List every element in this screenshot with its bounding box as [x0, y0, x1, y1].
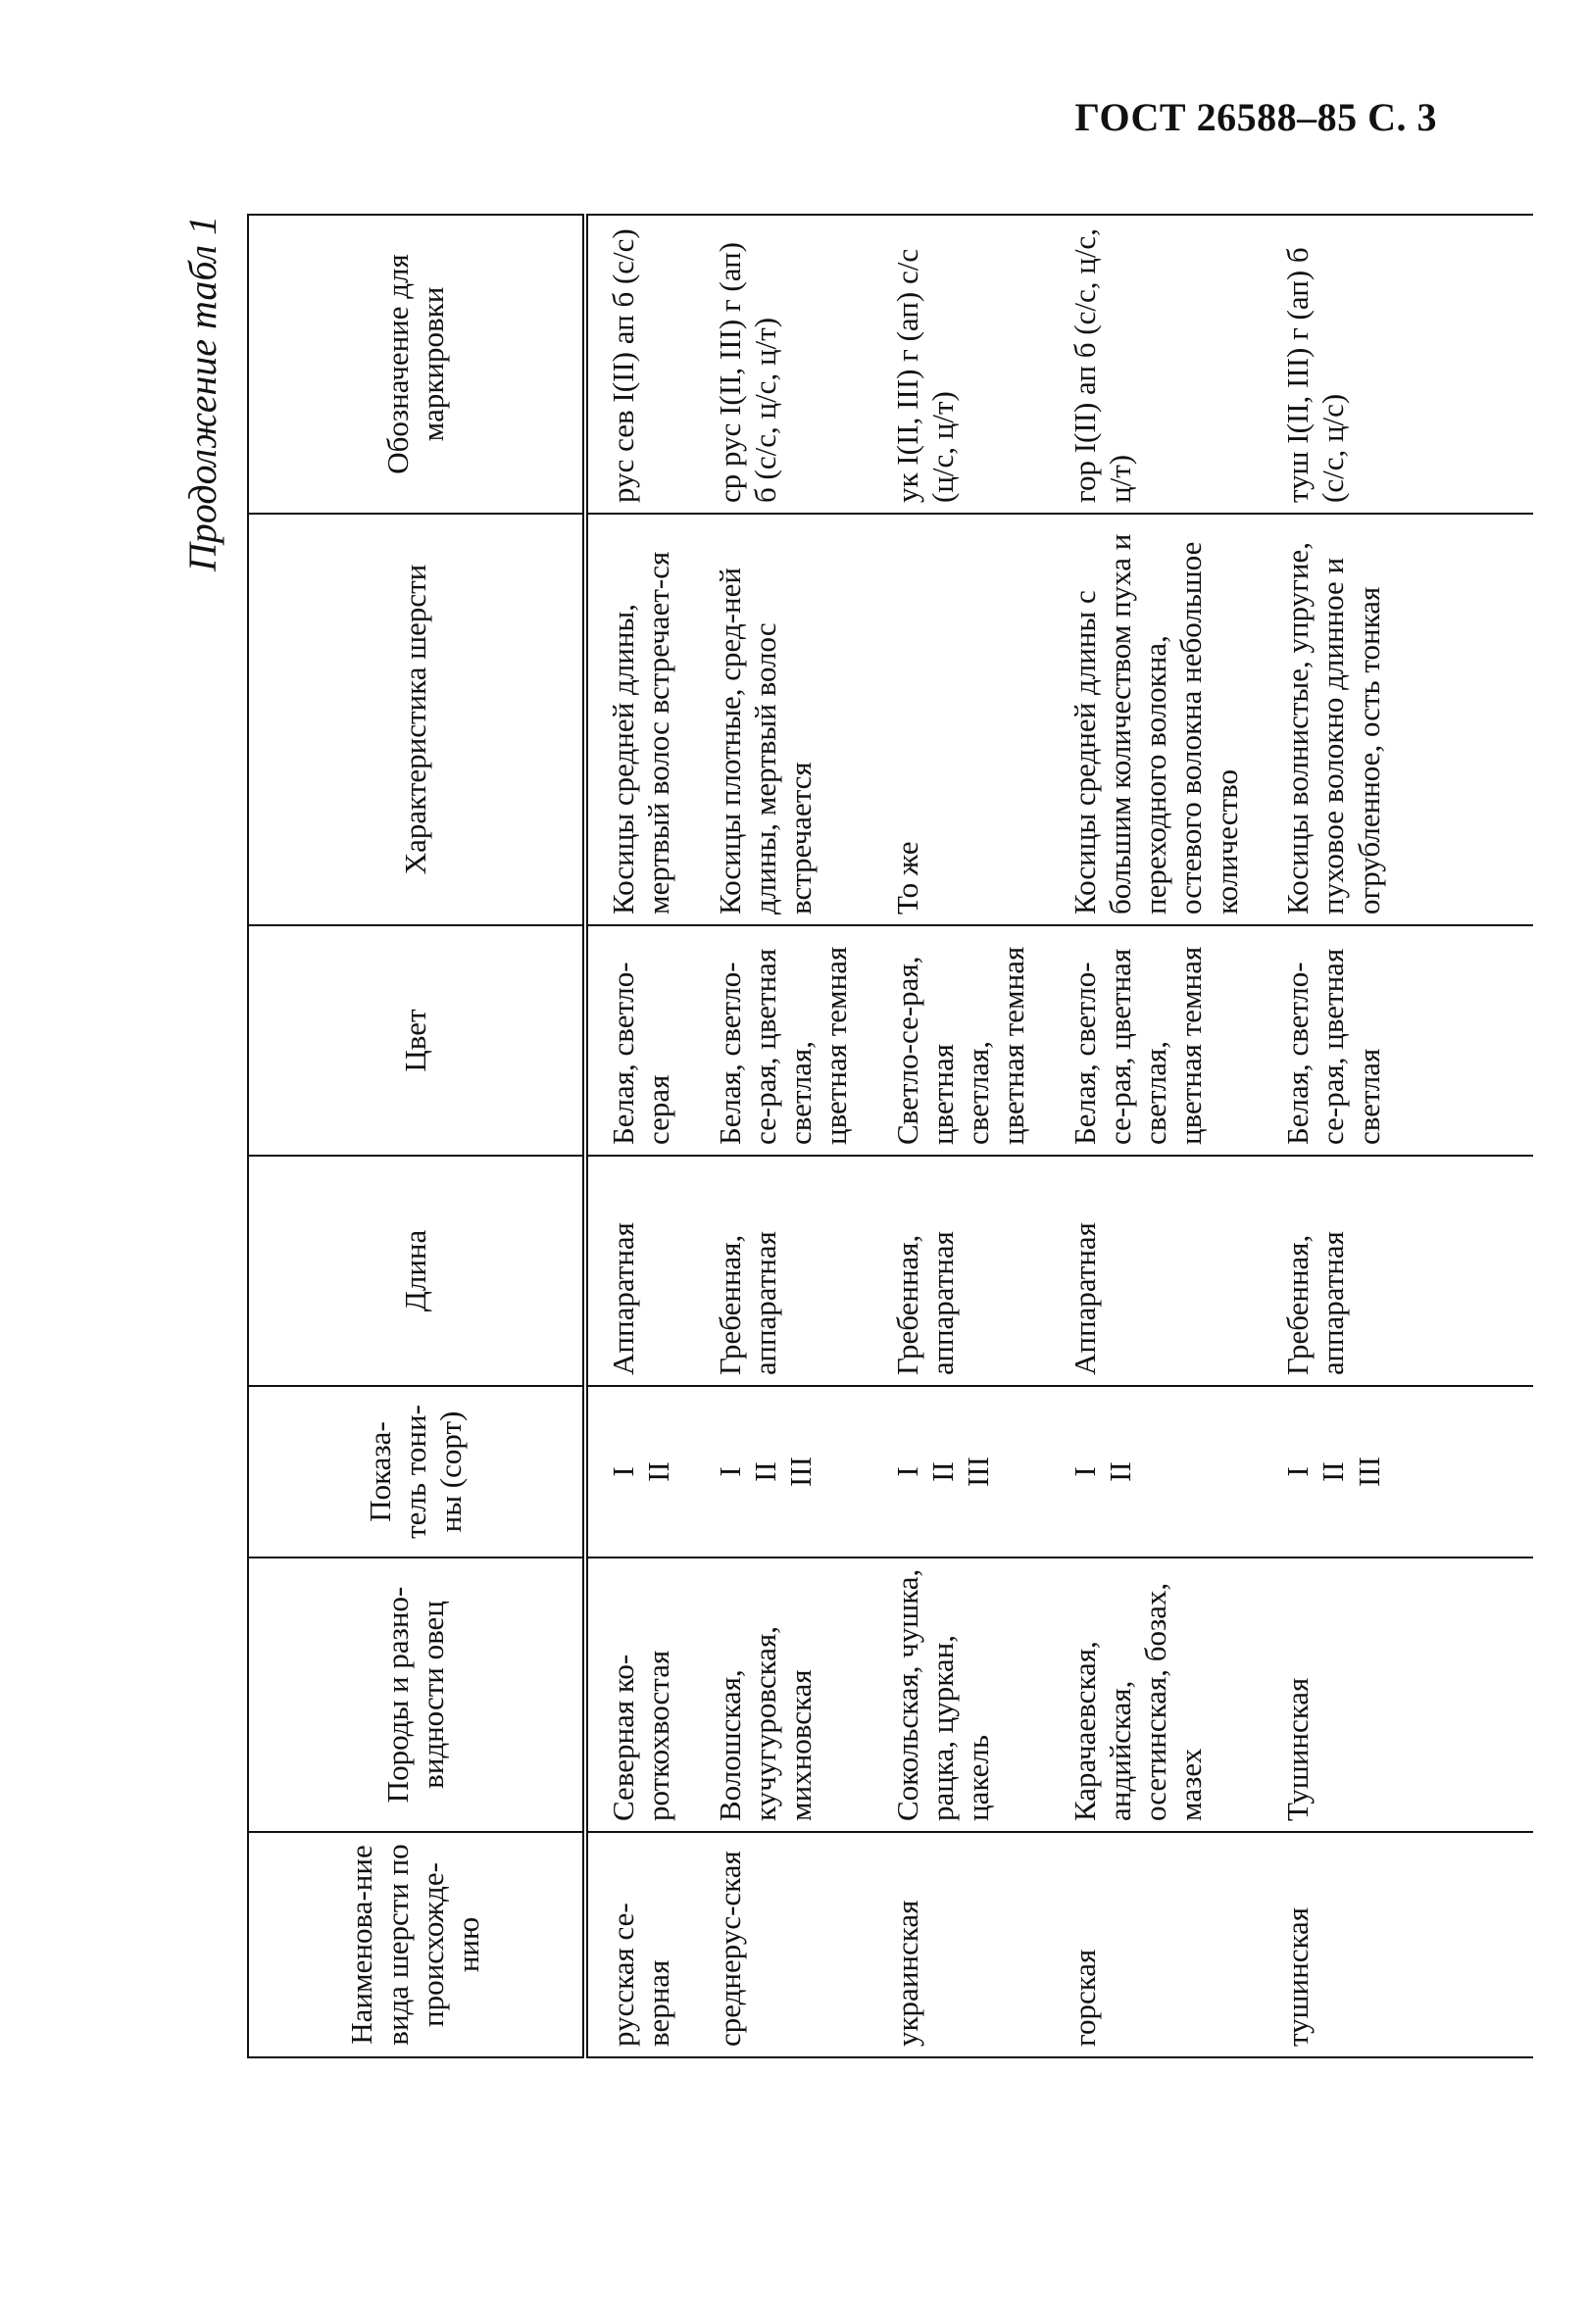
grade-value: I: [606, 1466, 640, 1477]
cell-breeds: Карачаевская, андийская, осетинская, бозах, мазех: [1050, 1558, 1263, 1832]
cell-marking: рус сев I(II) ап б (с/с): [585, 215, 695, 514]
grade-value: II: [924, 1461, 960, 1482]
cell-marking: гор I(II) ап б (с/с, ц/с, ц/т): [1050, 215, 1263, 514]
cell-name: тушинская: [1263, 1832, 1533, 2057]
cell-length: Аппаратная: [1050, 1156, 1263, 1386]
cell-length: Гребенная, аппаратная: [695, 1156, 872, 1386]
cell-characteristics: То же: [872, 514, 1050, 925]
col-header-marking: Обозначение для маркировки: [248, 215, 585, 514]
grade-value: I: [889, 1466, 924, 1477]
cell-name: русская се-верная: [585, 1832, 695, 2057]
col-header-length: Длина: [248, 1156, 585, 1386]
grade-value: III: [783, 1457, 819, 1487]
cell-color: Белая, светло-серая: [585, 925, 695, 1156]
grade-value: II: [1316, 1461, 1351, 1482]
col-header-name: Наименова-ние вида шерсти по происхожде-нию: [248, 1832, 585, 2057]
col-header-grade: Показа-тель тони-ны (сорт): [248, 1386, 585, 1558]
grade-value: II: [747, 1461, 782, 1482]
wool-types-table: [247, 214, 1533, 2058]
table-row: [1263, 215, 1533, 2057]
cell-breeds: Северная ко-роткохвостая: [585, 1558, 695, 1832]
cell-color: Белая, светло-се-рая, цветная светлая: [1263, 925, 1533, 1156]
cell-color: Светло-се-рая, цветная светлая, цветная темная: [872, 925, 1050, 1156]
grade-value: I: [1279, 1466, 1315, 1477]
cell-characteristics: Косицы средней длины с большим количеством пуха и переходного волокна, остевого волокна небольшое количество: [1050, 514, 1263, 925]
col-header-breeds: Породы и разно-видности овец: [248, 1558, 585, 1832]
cell-characteristics: Косицы средней длины, мертвый волос встречает-ся: [585, 514, 695, 925]
cell-characteristics: Косицы волнистые, упругие, пуховое волокно длинное и огрубленное, ость тонкая: [1263, 514, 1533, 925]
cell-marking: ср рус I(II, III) г (ап) б (с/с, ц/с, ц/т): [695, 215, 872, 514]
grade-value: II: [641, 1461, 676, 1482]
grade-value: II: [1102, 1461, 1137, 1482]
cell-grade: [695, 1386, 872, 1558]
cell-grade: [585, 1386, 695, 1558]
cell-marking: ук I(II, III) г (ап) с/с (ц/с, ц/т): [872, 215, 1050, 514]
cell-length: Аппаратная: [585, 1156, 695, 1386]
cell-breeds: Сокольская, чушка, рацка, цуркан, цакель: [872, 1558, 1050, 1832]
cell-marking: туш I(II, III) г (ап) б (с/с, ц/с): [1263, 215, 1533, 514]
grade-value: III: [1351, 1457, 1386, 1487]
grade-value: I: [712, 1466, 747, 1477]
cell-color: Белая, светло-се-рая, цветная светлая, цветная темная: [695, 925, 872, 1156]
grade-value: III: [961, 1457, 996, 1487]
cell-length: Гребенная, аппаратная: [1263, 1156, 1533, 1386]
cell-grade: [872, 1386, 1050, 1558]
cell-color: Белая, светло-се-рая, цветная светлая, цветная темная: [1050, 925, 1263, 1156]
cell-characteristics: Косицы плотные, сред-ней длины, мертвый волос встречается: [695, 514, 872, 925]
cell-name: горская: [1050, 1832, 1263, 2057]
col-header-color: Цвет: [248, 925, 585, 1156]
table-row: [872, 215, 1050, 2057]
cell-grade: [1050, 1386, 1263, 1558]
rotated-table-stage: [159, 216, 1453, 2058]
table-row: [695, 215, 872, 2057]
cell-name: украинская: [872, 1832, 1050, 2057]
cell-name: среднерус-ская: [695, 1832, 872, 2057]
grade-value: I: [1067, 1466, 1102, 1477]
cell-grade: [1263, 1386, 1533, 1558]
page-header: ГОСТ 26588–85 С. 3: [1074, 95, 1437, 139]
table-header-row: [248, 215, 585, 2057]
col-header-characteristics: Характеристика шерсти: [248, 514, 585, 925]
table-continuation-title: Продолжение табл 1: [180, 216, 224, 572]
table-row: [585, 215, 695, 2057]
table-row: [1050, 215, 1263, 2057]
cell-length: Гребенная, аппаратная: [872, 1156, 1050, 1386]
cell-breeds: Волошская, кучугуровская, михновская: [695, 1558, 872, 1832]
cell-breeds: Тушинская: [1263, 1558, 1533, 1832]
